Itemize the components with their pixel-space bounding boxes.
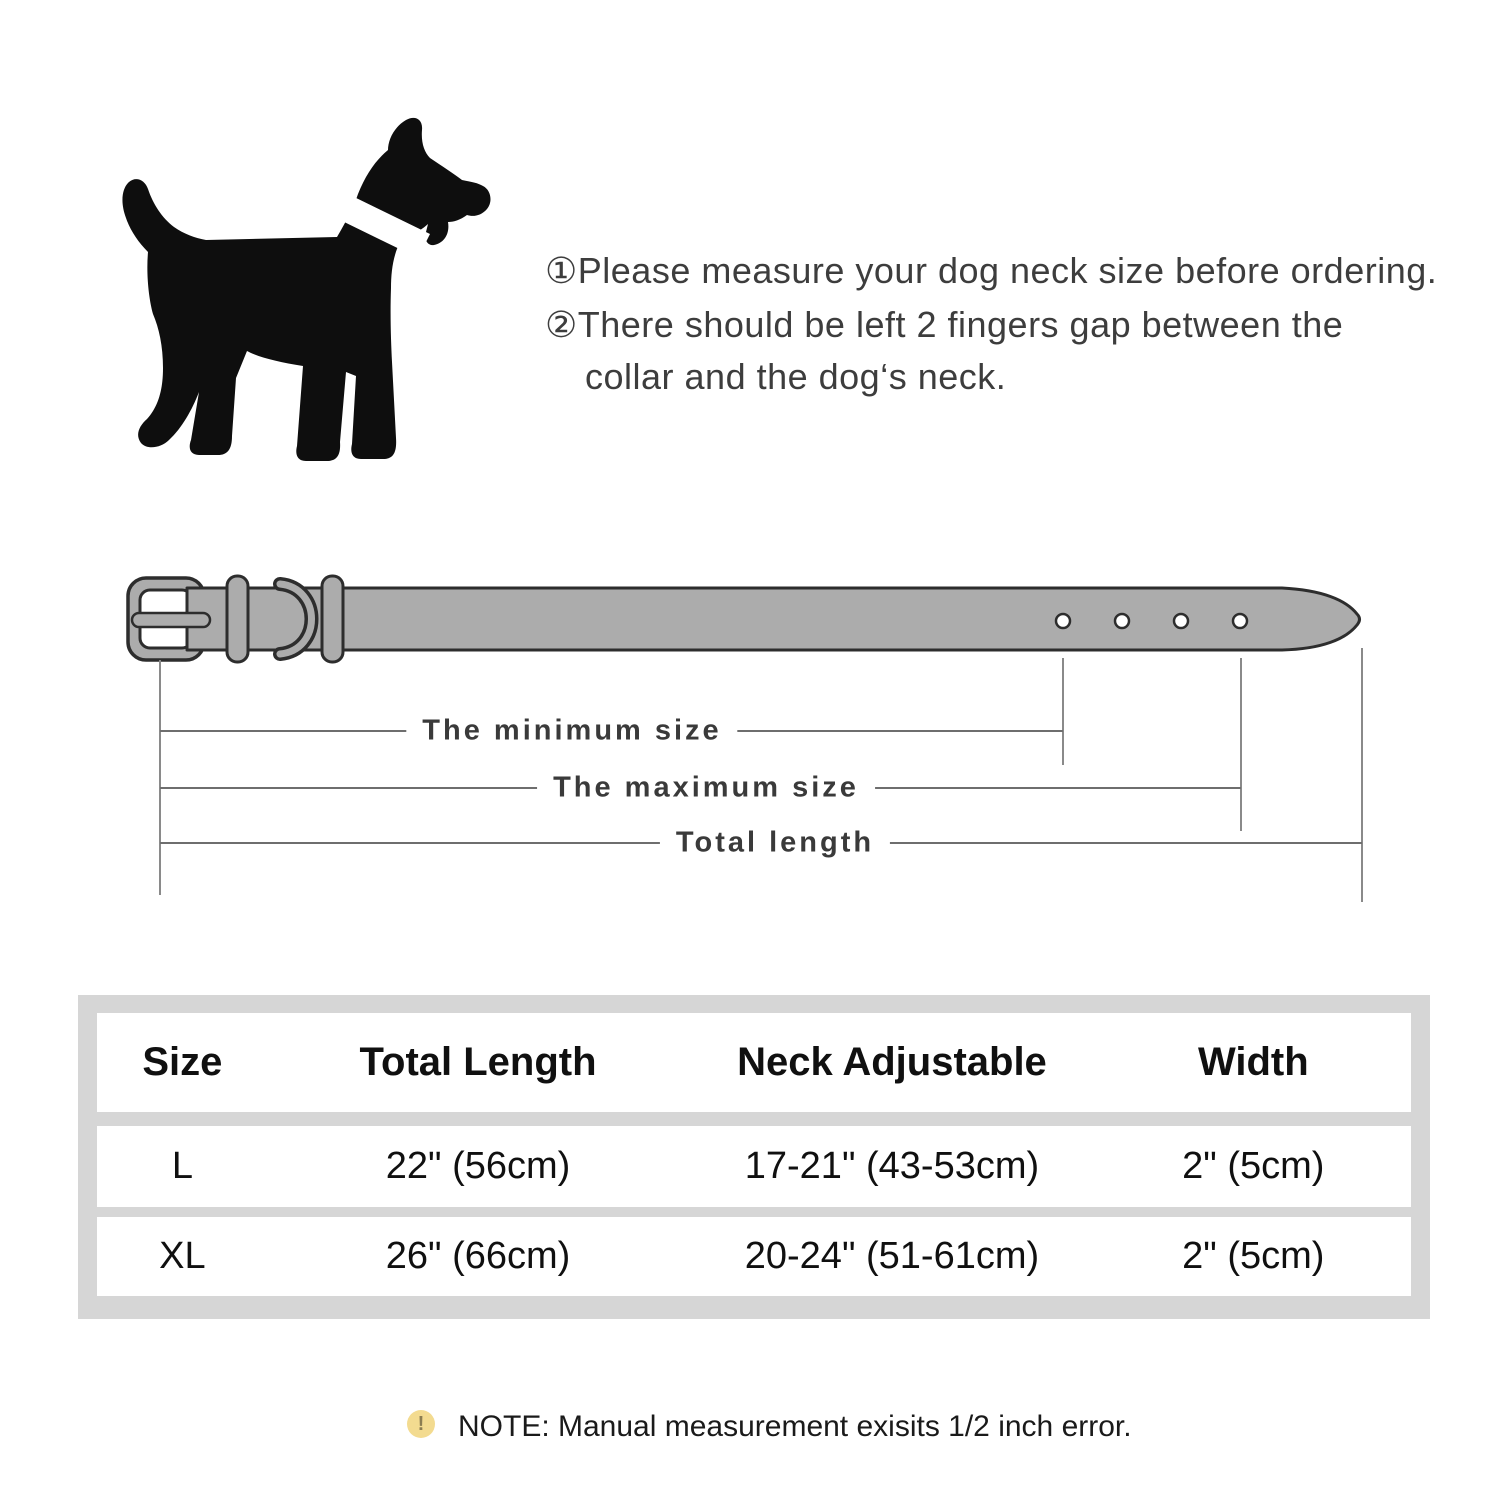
cell-width: 2" (5cm) (1182, 1235, 1325, 1277)
strap-hole-3 (1174, 614, 1188, 628)
dog-body (122, 118, 490, 461)
cell-neck-adjustable: 17-21" (43-53cm) (744, 1145, 1040, 1187)
collar-diagram (0, 540, 1500, 710)
strap-hole-4 (1233, 614, 1247, 628)
table-row-xl (97, 1217, 1411, 1296)
size-table (78, 995, 1430, 1319)
header-total-length: Total Length (359, 1040, 597, 1084)
total-length-label: Total length (660, 827, 890, 860)
cell-size: XL (159, 1235, 206, 1277)
minimum-size-label: The minimum size (406, 715, 737, 748)
size-table-header-row (97, 1013, 1411, 1112)
note-text: NOTE: Manual measurement exisits 1/2 inch error. (458, 1410, 1132, 1443)
maximum-size-label: The maximum size (537, 772, 875, 805)
guide-vertical-buckle (159, 660, 161, 895)
instruction-line-1: ①Please measure your dog neck size before ordering. (545, 250, 1438, 291)
keeper-loop-left (227, 576, 248, 662)
guide-vertical-first-hole (1062, 658, 1064, 765)
instruction-line-2: ②There should be left 2 fingers gap between the (545, 304, 1344, 345)
keeper-loop-right (322, 576, 343, 662)
strap-hole-2 (1115, 614, 1129, 628)
buckle-pin (132, 613, 210, 627)
cell-size: L (171, 1145, 193, 1187)
strap-hole-1 (1056, 614, 1070, 628)
exclamation-icon: ! (407, 1410, 435, 1438)
cell-total-length: 22" (56cm) (385, 1145, 571, 1187)
header-neck-adjustable: Neck Adjustable (737, 1040, 1047, 1084)
cell-total-length: 26" (66cm) (385, 1235, 571, 1277)
guide-vertical-tip (1361, 648, 1363, 902)
cell-width: 2" (5cm) (1182, 1145, 1325, 1187)
header-width: Width (1197, 1040, 1309, 1084)
header-size: Size (142, 1040, 223, 1084)
dog-silhouette-icon (100, 90, 520, 510)
table-row-l (97, 1126, 1411, 1207)
cell-neck-adjustable: 20-24" (51-61cm) (744, 1235, 1040, 1277)
instruction-line-3: collar and the dog‘s neck. (585, 356, 1007, 397)
guide-vertical-last-hole (1240, 658, 1242, 831)
